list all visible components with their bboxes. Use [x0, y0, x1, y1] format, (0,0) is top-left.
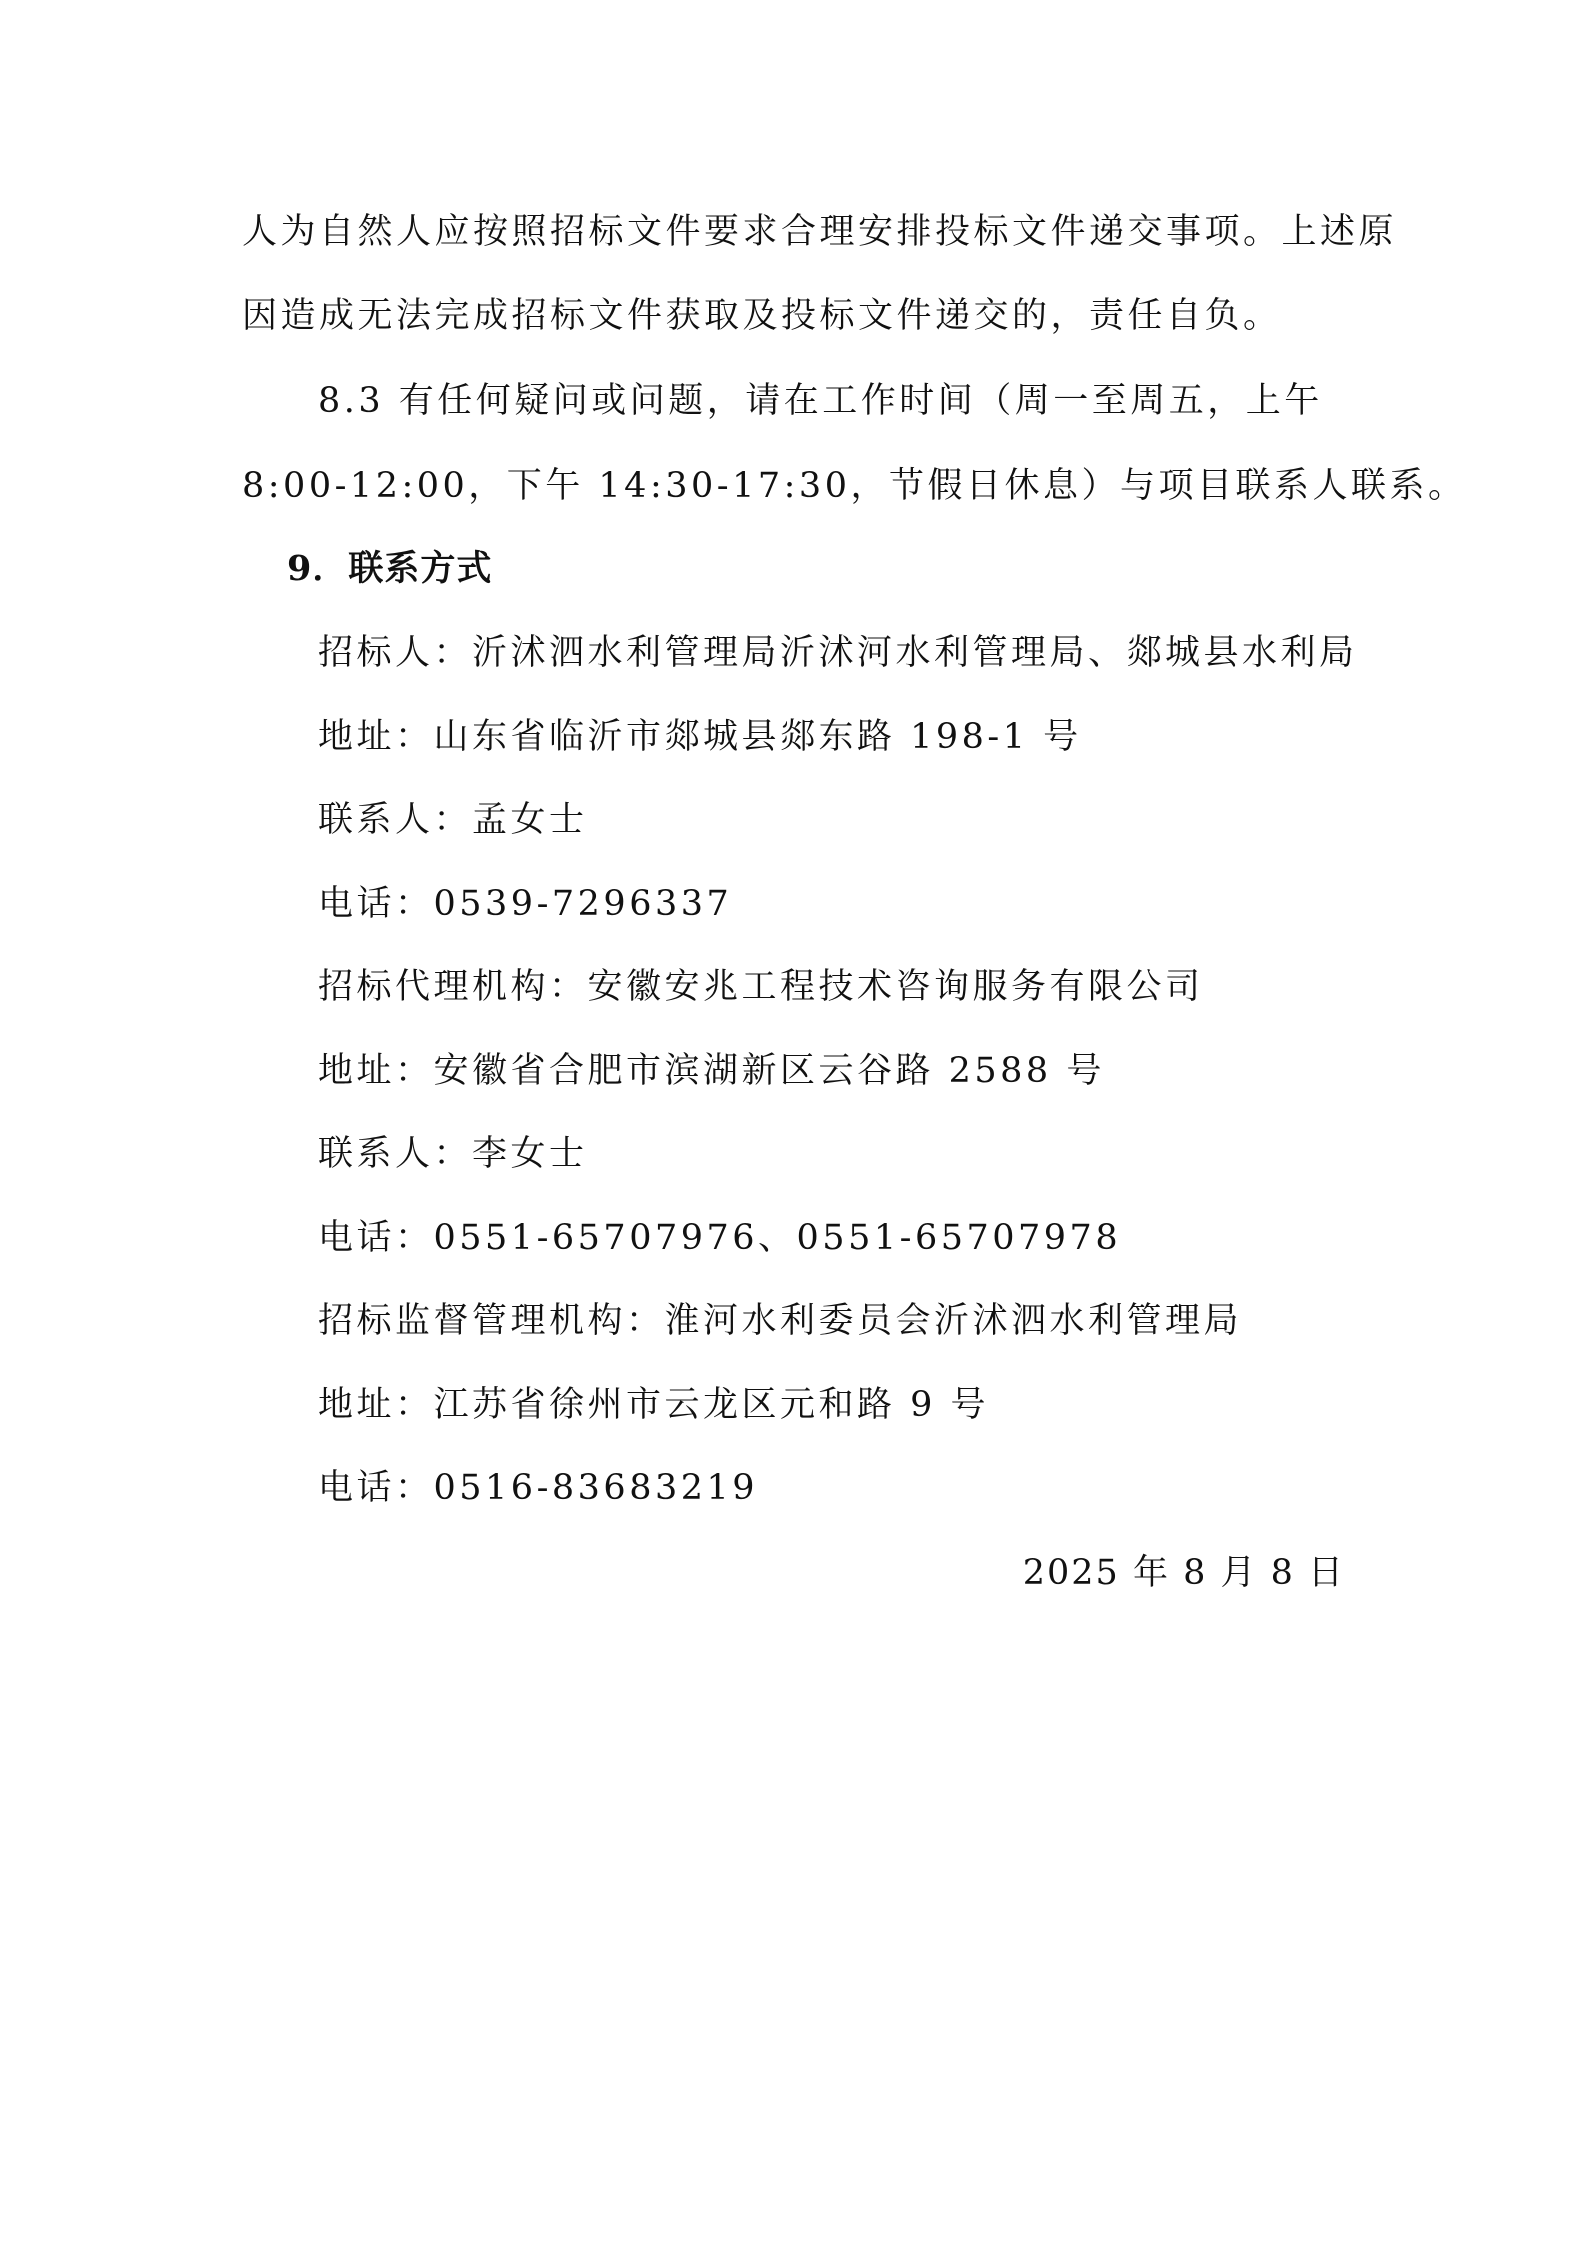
agency-contact: 联系人：李女士 [318, 1134, 588, 1174]
document-date: 2025 年 8 月 8 日 [1022, 1553, 1345, 1593]
tenderer-line: 招标人：沂沭泗水利管理局沂沭河水利管理局、郯城县水利局 [318, 633, 1358, 673]
tenderer-contact: 联系人：孟女士 [318, 800, 588, 840]
supervisor-phone: 电话：0516-83683219 [318, 1468, 759, 1508]
supervisor-address: 地址：江苏省徐州市云龙区元和路 9 号 [318, 1385, 990, 1425]
agency-line: 招标代理机构：安徽安兆工程技术咨询服务有限公司 [318, 967, 1204, 1007]
paragraph-line: 8.3 有任何疑问或问题，请在工作时间（周一至周五，上午 [318, 381, 1323, 421]
paragraph-line: 人为自然人应按照招标文件要求合理安排投标文件递交事项。上述原 [242, 212, 1398, 252]
supervisor-line: 招标监督管理机构：淮河水利委员会沂沭泗水利管理局 [318, 1301, 1243, 1341]
section-heading: 9．联系方式 [287, 548, 493, 589]
paragraph-line: 8:00-12:00，下午 14:30-17:30，节假日休息）与项目联系人联系。 [242, 466, 1467, 506]
tenderer-phone: 电话：0539-7296337 [318, 884, 733, 924]
agency-phone: 电话：0551-65707976、0551-65707978 [318, 1218, 1122, 1258]
tenderer-address: 地址：山东省临沂市郯城县郯东路 198-1 号 [318, 717, 1082, 757]
agency-address: 地址：安徽省合肥市滨湖新区云谷路 2588 号 [318, 1051, 1105, 1091]
paragraph-line: 因造成无法完成招标文件获取及投标文件递交的，责任自负。 [242, 296, 1282, 336]
